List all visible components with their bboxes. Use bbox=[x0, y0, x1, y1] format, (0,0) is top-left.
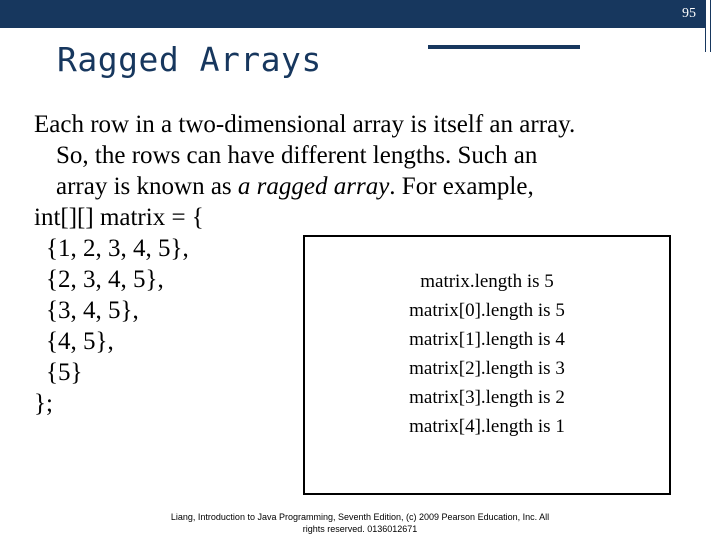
output-line: matrix[2].length is 3 bbox=[409, 358, 565, 379]
code-close: }; bbox=[34, 390, 53, 417]
slide-title: Ragged Arrays bbox=[57, 40, 322, 79]
paragraph-line bbox=[34, 171, 714, 202]
output-box bbox=[303, 235, 671, 495]
paragraph-line: So, the rows can have different lengths. Such an bbox=[56, 142, 538, 169]
paragraph-text: array is known as bbox=[56, 173, 238, 200]
footer-line: rights reserved. 0136012671 bbox=[302, 524, 418, 534]
header-divider-line bbox=[710, 0, 711, 52]
body-paragraph bbox=[34, 109, 714, 202]
code-row: {2, 3, 4, 5}, bbox=[46, 266, 164, 293]
emphasis-term: a ragged array bbox=[237, 173, 390, 200]
output-line: matrix[4].length is 1 bbox=[409, 416, 565, 437]
page-number: 95 bbox=[682, 6, 696, 21]
code-row: {5} bbox=[46, 359, 83, 386]
paragraph-text: . For example, bbox=[389, 173, 534, 200]
title-rule bbox=[428, 45, 580, 49]
code-block bbox=[34, 202, 204, 419]
code-row: {3, 4, 5}, bbox=[46, 297, 139, 324]
output-line: matrix[1].length is 4 bbox=[409, 329, 565, 350]
header-bar bbox=[0, 0, 705, 28]
output-lines bbox=[305, 267, 669, 441]
code-declaration: int[][] matrix = { bbox=[34, 204, 204, 231]
output-line: matrix[3].length is 2 bbox=[409, 387, 565, 408]
output-line: matrix[0].length is 5 bbox=[409, 300, 565, 321]
footer-line: Liang, Introduction to Java Programming, Seventh Edition, (c) 2009 Pearson Education, Inc. All bbox=[170, 512, 550, 522]
code-row: {4, 5}, bbox=[46, 328, 114, 355]
paragraph-line: Each row in a two-dimensional array is itself an array. bbox=[34, 111, 576, 138]
header-bar-edge bbox=[705, 0, 720, 28]
header-divider-line bbox=[705, 0, 706, 52]
output-line: matrix.length is 5 bbox=[420, 271, 554, 292]
copyright-footer bbox=[130, 511, 590, 535]
code-row: {1, 2, 3, 4, 5}, bbox=[46, 235, 189, 262]
